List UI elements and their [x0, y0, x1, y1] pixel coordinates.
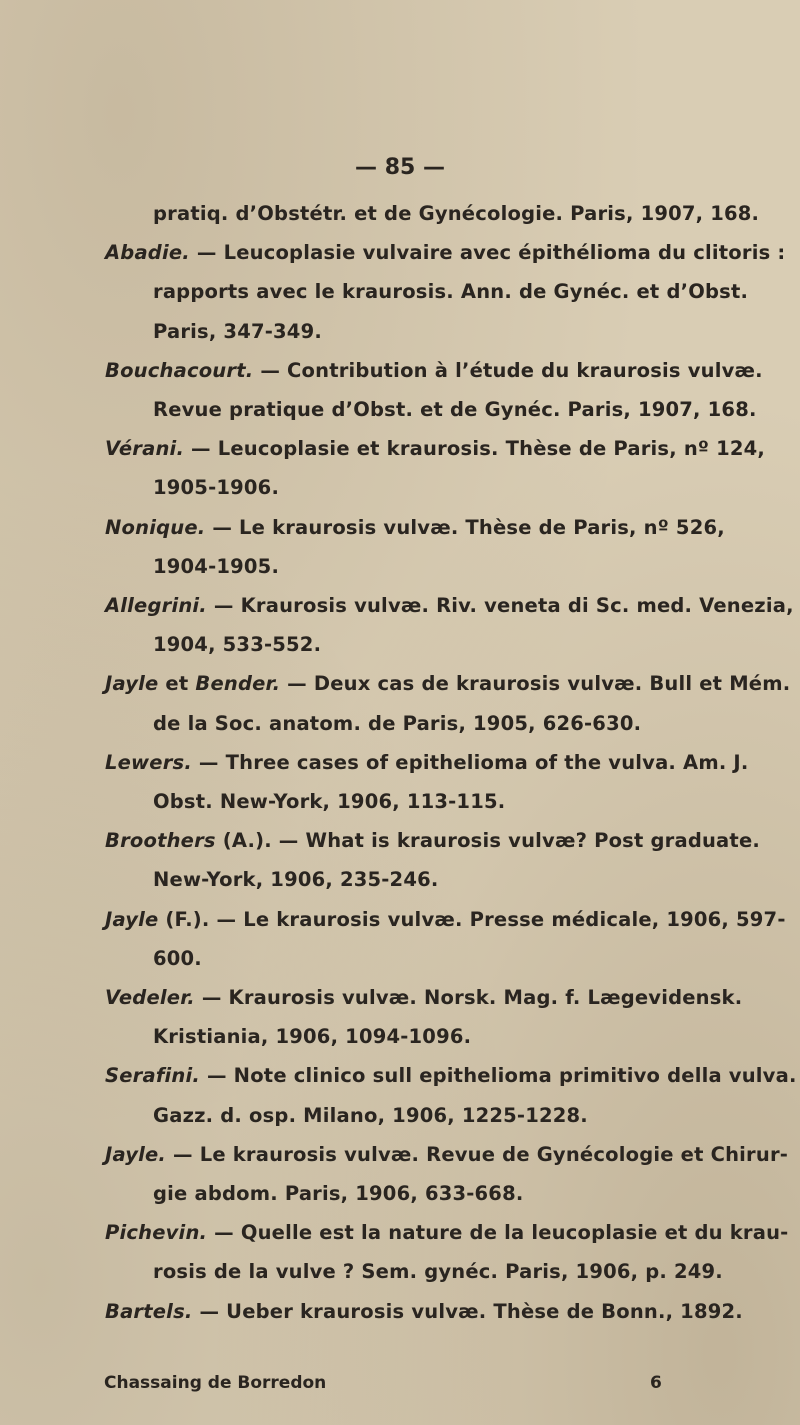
entry-author: Serafini.: [105, 1064, 200, 1088]
printer-signature: Chassaing de Borredon: [104, 1373, 327, 1393]
entry-text: rosis de la vulve ? Sem. gynéc. Paris, 1906, p. 249.: [153, 1260, 723, 1284]
entry-author: Vedeler.: [105, 986, 195, 1009]
entry-continuation-line: [153, 784, 505, 820]
sheet-number: 6: [650, 1373, 662, 1393]
entry-text: rapports avec le kraurosis. Ann. de Gynéc. et d’Obst.: [153, 280, 749, 304]
entry-first-line: [105, 823, 760, 859]
entry-text: — Kraurosis vulvæ. Riv. veneta di Sc. med. Venezia,: [206, 594, 794, 617]
entry-author: Jayle: [105, 672, 159, 696]
entry-text: — Le kraurosis vulvæ. Revue de Gynécologie et Chirur-: [166, 1142, 789, 1166]
entry-text: Kristiania, 1906, 1094-1096.: [153, 1025, 472, 1049]
entry-continuation-line: [153, 862, 438, 898]
entry-first-line: [105, 980, 742, 1016]
entry-author: Bender.: [195, 672, 281, 696]
entry-first-line: [105, 510, 725, 546]
entry-continuation-line: [153, 274, 748, 310]
entry-text: — Contribution à l’étude du kraurosis vulvæ.: [253, 358, 763, 382]
entry-first-line: [105, 1058, 797, 1094]
entry-first-line: [105, 588, 794, 624]
entry-first-line: [105, 1137, 788, 1173]
entry-text: (F.). — Le kraurosis vulvæ. Presse médicale, 1906, 597-: [158, 907, 786, 931]
entry-author: Pichevin.: [105, 1221, 208, 1245]
entry-continuation-line: [153, 1098, 588, 1134]
entry-text: Gazz. d. osp. Milano, 1906, 1225-1228.: [153, 1103, 588, 1127]
entry-author: Vérani.: [105, 437, 185, 461]
entry-text: 1904-1905.: [153, 554, 280, 578]
entry-continuation-line: [153, 549, 279, 585]
entry-text: Obst. New-York, 1906, 113-115.: [153, 790, 506, 813]
entry-text: 600.: [153, 946, 202, 970]
entry-continuation-line: [153, 196, 759, 232]
entry-author: Bouchacourt.: [105, 358, 254, 382]
entry-author: Jayle.: [105, 1142, 167, 1166]
entry-author: Broothers: [105, 829, 216, 853]
entry-text: pratiq. d’Obstétr. et de Gynécologie. Paris, 1907, 168.: [153, 202, 760, 225]
entry-text: — Ueber kraurosis vulvæ. Thèse de Bonn., 1892.: [192, 1299, 743, 1323]
entry-text: de la Soc. anatom. de Paris, 1905, 626-630.: [153, 711, 642, 735]
entry-text: — Deux cas de kraurosis vulvæ. Bull et Mém.: [280, 672, 791, 696]
entry-author: Allegrini.: [105, 594, 207, 617]
entry-author: Jayle: [105, 907, 159, 931]
entry-continuation-line: [153, 941, 202, 977]
entry-text: 1904, 533-552.: [153, 633, 322, 657]
page-number: — 85 —: [355, 155, 445, 180]
entry-text: — Leucoplasie vulvaire avec épithélioma du clitoris :: [189, 241, 786, 265]
entry-continuation-line: [153, 392, 757, 428]
entry-first-line: [105, 902, 786, 938]
entry-text: — Leucoplasie et kraurosis. Thèse de Paris, nº 124,: [184, 437, 766, 461]
entry-text: — Le kraurosis vulvæ. Thèse de Paris, nº 526,: [205, 515, 725, 539]
entry-author: Nonique.: [105, 515, 206, 539]
entry-author: Bartels.: [105, 1299, 193, 1323]
entry-author: Lewers.: [105, 750, 192, 774]
entry-text: New-York, 1906, 235-246.: [153, 868, 439, 892]
entry-first-line: [105, 1294, 743, 1330]
entry-text: Revue pratique d’Obst. et de Gynéc. Paris, 1907, 168.: [153, 398, 757, 421]
entry-text: (A.). — What is kraurosis vulvæ? Post graduate.: [215, 829, 760, 853]
entry-continuation-line: [153, 314, 322, 350]
entry-continuation-line: [153, 1019, 471, 1055]
entry-continuation-line: [153, 1254, 723, 1290]
entry-text: — Note clinico sull epithelioma primitivo della vulva.: [200, 1064, 797, 1088]
entry-text: — Three cases of epithelioma of the vulva. Am. J.: [191, 750, 749, 774]
entry-text: gie abdom. Paris, 1906, 633-668.: [153, 1182, 524, 1205]
entry-first-line: [105, 666, 790, 702]
entry-first-line: [105, 235, 785, 271]
entry-text: — Kraurosis vulvæ. Norsk. Mag. f. Lægevidensk.: [194, 986, 743, 1009]
entry-first-line: [105, 1215, 788, 1251]
entry-text: et: [158, 672, 196, 696]
entry-first-line: [105, 745, 749, 781]
entry-continuation-line: [153, 1176, 523, 1212]
entry-continuation-line: [153, 706, 641, 742]
entry-first-line: [105, 431, 765, 467]
entry-continuation-line: [153, 470, 279, 506]
entry-text: — Quelle est la nature de la leucoplasie et du krau-: [207, 1221, 789, 1245]
entry-text: Paris, 347-349.: [153, 319, 322, 343]
entry-first-line: [105, 353, 763, 389]
entry-text: 1905-1906.: [153, 476, 280, 500]
entry-author: Abadie.: [105, 241, 190, 265]
entry-continuation-line: [153, 627, 321, 663]
